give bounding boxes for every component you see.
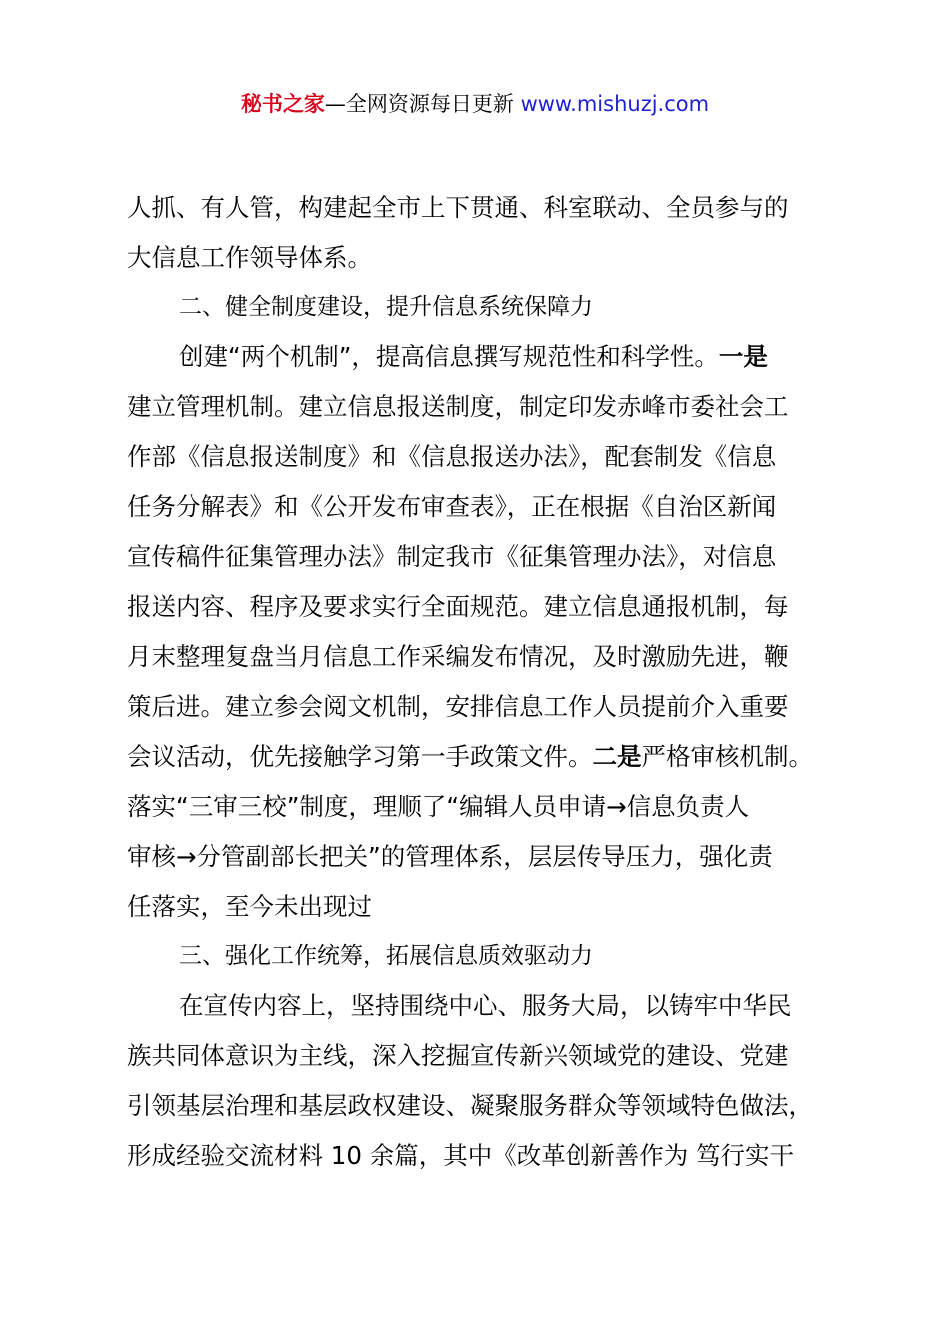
text-line: 大信息工作领导体系。 bbox=[127, 243, 372, 272]
text-line: 报送内容、程序及要求实行全面规范。建立信息通报机制，每 bbox=[127, 592, 789, 621]
text-line: 落实“三审三校”制度，理顺了“编辑人员申请→信息负责人 bbox=[127, 792, 750, 821]
site-brand: 秘书之家 bbox=[240, 92, 325, 116]
text-line: 月末整理复盘当月信息工作采编发布情况，及时激励先进，鞭 bbox=[127, 642, 789, 671]
text-line: 任务分解表》和《公开发布审查表》，正在根据《自治区新闻 bbox=[127, 492, 777, 521]
section-heading-2: 二、健全制度建设，提升信息系统保障力 bbox=[179, 294, 593, 320]
paragraph-first-line: 在宣传内容上，坚持围绕中心、服务大局，以铸牢中华民 bbox=[179, 991, 792, 1020]
section-heading-3: 三、强化工作统筹，拓展信息质效驱动力 bbox=[179, 943, 593, 969]
text-line: 作部《信息报送制度》和《信息报送办法》，配套制发《信息 bbox=[127, 442, 777, 471]
text-line: 引领基层治理和基层政权建设、凝聚服务群众等领域特色做法， bbox=[127, 1091, 813, 1120]
page-header bbox=[0, 88, 950, 120]
site-url: www.mishuzj.com bbox=[520, 92, 710, 116]
text-line: 宣传稿件征集管理办法》制定我市《征集管理办法》，对信息 bbox=[127, 542, 777, 571]
text-line bbox=[127, 732, 837, 782]
paragraph-first-line bbox=[127, 332, 837, 382]
text-line: 族共同体意识为主线，深入挖掘宣传新兴领域党的建设、党建 bbox=[127, 1041, 789, 1070]
bold-marker: 一是 bbox=[718, 342, 768, 371]
text-span: 会议活动，优先接触学习第一手政策文件。 bbox=[127, 742, 593, 771]
text-line: 策后进。建立参会阅文机制，安排信息工作人员提前介入重要 bbox=[127, 692, 789, 721]
text-line: 建立管理机制。建立信息报送制度，制定印发赤峰市委社会工 bbox=[127, 392, 789, 421]
text-span: 严格审核机制。 bbox=[641, 742, 813, 771]
text-line: 形成经验交流材料 10 余篇，其中《改革创新善作为 笃行实干 bbox=[127, 1141, 795, 1170]
text-line: 审核→分管副部长把关”的管理体系，层层传导压力，强化责 bbox=[127, 842, 773, 871]
bold-marker: 二是 bbox=[592, 742, 642, 771]
document-body bbox=[127, 183, 837, 1181]
text-span: 创建“两个机制”，提高信息撰写规范性和科学性。 bbox=[179, 342, 719, 371]
text-line: 人抓、有人管，构建起全市上下贯通、科室联动、全员参与的 bbox=[127, 193, 789, 222]
text-line: 任落实，至今未出现过 bbox=[127, 892, 372, 921]
site-tagline: —全网资源每日更新 bbox=[324, 92, 521, 116]
